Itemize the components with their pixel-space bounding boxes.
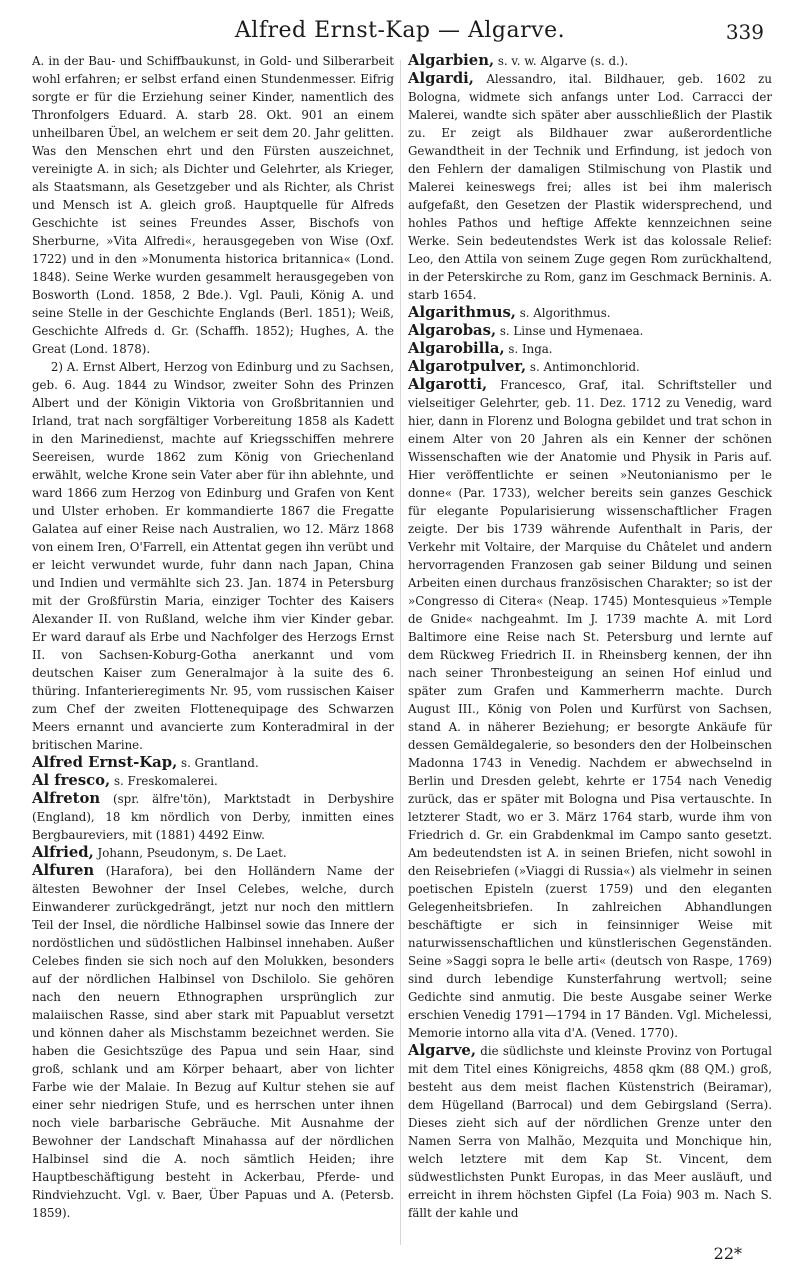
entry-text: s. Inga. xyxy=(504,342,553,356)
right-column xyxy=(408,52,772,1222)
dictionary-entry xyxy=(408,304,772,322)
entry-headword: Algarithmus, xyxy=(408,304,516,321)
dictionary-entry xyxy=(408,322,772,340)
entry-headword: Alfuren xyxy=(32,862,95,879)
dictionary-entry xyxy=(408,340,772,358)
dictionary-entry xyxy=(408,358,772,376)
entry-headword: Alfried, xyxy=(32,844,94,861)
entry-text: s. Antimonchlorid. xyxy=(526,360,640,374)
dictionary-entry xyxy=(32,52,394,358)
entry-text: 2) A. Ernst Albert, Herzog von Edinburg und zu Sachsen, geb. 6. Aug. 1844 zu Windsor, zweiter Sohn des Prinzen Albert und der Königin Viktoria von Großbritannien und Irland, trat nach sorgfältiger Vorbereitung 1858 als Kadett in den Marinedienst, machte auf Kriegsschiffen mehrere Seereisen, wurde 1862 zum König von Griechenland erwählt, welche Krone sein Vater aber für ihn ablehnte, und ward 1866 zum Herzog von Edinburg und Grafen von Kent und Ulster erhoben. Er kommandierte 1867 die Fregatte Galatea auf einer Reise nach Australien, wo 12. März 1868 von einem Iren, O'Farrell, ein Attentat gegen ihn verübt und er leicht verwundet wurde, fuhr dann nach Japan, China und Indien und vermählte sich 23. Jan. 1874 in Petersburg mit der Großfürstin Maria, einziger Tochter des Kaisers Alexander II. von Rußland, welche ihm vier Kinder gebar. Er ward darauf als Erbe und Nachfolger des Herzogs Ernst II. von Sachsen-Koburg-Gotha anerkannt und vom deutschen Kaiser zum Generalmajor à la suite des 6. thüring. Infanterieregiments Nr. 95, vom russischen Kaiser zum Chef der zweiten Flottenequipage des Schwarzen Meers ernannt und avancierte zum Konteradmiral in der britischen Marine. xyxy=(32,360,394,752)
entry-headword: Algardi, xyxy=(408,70,474,87)
entry-headword: Algarobas, xyxy=(408,322,497,339)
dictionary-entry xyxy=(32,790,394,844)
left-column xyxy=(32,52,394,1222)
dictionary-entry xyxy=(32,772,394,790)
entry-text: s. Linse und Hymenaea. xyxy=(496,324,644,338)
entry-text: A. in der Bau- und Schiffbaukunst, in Gold- und Silberarbeit wohl erfahren; er selbst erfand einen Stundenmesser. Eifrig sorgte er für die Erziehung seiner Kinder, namentlich des Thronfolgers Eduard. A. starb 28. Okt. 901 an einem unheilbaren Übel, an welchem er seit dem 20. Jahr gelitten. Was den Menschen ehrt und den Fürsten auszeichnet, vereinigte A. in sich; als Dichter und Gelehrter, als Krieger, als Staatsmann, als Gesetzgeber und als Richter, als Christ und Mensch ist A. gleich groß. Hauptquelle für Alfreds Geschichte ist seines Freundes Asser, Bischofs von Sherburne, »Vita Alfredi«, herausgegeben von Wise (Oxf. 1722) und in den »Monumenta historica britannica« (Lond. 1848). Seine Werke wurden gesammelt herausgegeben von Bosworth (Lond. 1858, 2 Bde.). Vgl. Pauli, König A. und seine Stelle in der Geschichte Englands (Berl. 1851); Weiß, Geschichte Alfreds d. Gr. (Schaffh. 1852); Hughes, A. the Great (Lond. 1878). xyxy=(32,54,394,356)
dictionary-entry xyxy=(408,70,772,304)
dictionary-entry xyxy=(408,1042,772,1222)
running-head: Alfred Ernst-Kap — Algarve. xyxy=(234,18,566,43)
entry-headword: Al fresco, xyxy=(32,772,111,789)
entry-text: (Harafora), bei den Holländern Name der ältesten Bewohner der Insel Celebes, welche, durch Einwanderer zurückgedrängt, jetzt nur noch den mittlern Teil der Insel, die nördliche Halbinsel sowie das Innere der nordöstlichen und südöstlichen Halbinsel innehaben. Außer Celebes finden sie sich noch auf den Molukken, besonders auf der nördlichen Halbinsel von Dschilolo. Sie gehören nach den neuern Ethnographen ursprünglich zur malaiischen Rasse, sind aber stark mit Papuablut versetzt und können daher als Mischstamm bezeichnet werden. Sie haben die Gesichtszüge des Papua und sein Haar, sind groß, schlank und am Körper behaart, aber von lichter Farbe wie der Malaie. In Bezug auf Kultur stehen sie auf einer sehr niedrigen Stufe, und es herrschen unter ihnen noch viele barbarische Gebräuche. Mit Ausnahme der Bewohner der Landschaft Minahassa auf der nördlichen Halbinsel sind die A. noch sämtlich Heiden; ihre Hauptbeschäftigung besteht in Ackerbau, Pferde- und Rindviehzucht. Vgl. v. Baer, Über Papuas und A. (Petersb. 1859). xyxy=(32,864,394,1220)
entry-headword: Alfreton xyxy=(32,790,101,807)
dictionary-entry xyxy=(408,376,772,1042)
page-header xyxy=(36,14,764,48)
entry-headword: Algarve, xyxy=(408,1042,476,1059)
entry-text: s. Freskomalerei. xyxy=(110,774,218,788)
entry-text: Johann, Pseudonym, s. De Laet. xyxy=(93,846,287,860)
dictionary-entry xyxy=(32,862,394,1222)
entry-headword: Algarbien, xyxy=(408,52,495,69)
dictionary-entry xyxy=(408,52,772,70)
dictionary-entry xyxy=(32,844,394,862)
entry-text: s. v. w. Algarve (s. d.). xyxy=(494,54,629,68)
entry-text: (spr. älfre'tön), Marktstadt in Derbyshire (England), 18 km nördlich von Derby, inmitten eines Bergbaureviers, mit (1881) 4492 Einw. xyxy=(32,792,394,842)
entry-text: Alessandro, ital. Bildhauer, geb. 1602 zu Bologna, widmete sich anfangs unter Lod. Carracci der Malerei, wandte sich später aber ausschließlich der Plastik zu. Er zeigt als Bildhauer zwar außerordentliche Gewandtheit in der Technik und Erfindung, ist jedoch von den Fehlern der damaligen Stilmischung von Plastik und Malerei keineswegs frei; alles ist bei ihm malerisch aufgefaßt, den Gesetzen der Plastik widersprechend, und hohles Pathos und heftige Affekte kennzeichnen seine Werke. Sein bedeutendstes Werk ist das kolossale Relief: Leo, den Attila von seinem Zuge gegen Rom zurückhaltend, in der Peterskirche zu Rom, ganz im Geschmack Berninis. A. starb 1654. xyxy=(408,72,772,302)
sheet-signature: 22* xyxy=(713,1244,742,1263)
entry-text: Francesco, Graf, ital. Schriftsteller und vielseitiger Gelehrter, geb. 11. Dez. 1712 zu Venedig, ward hier, dann in Florenz und Bologna gebildet und trat schon in einem Alter von 20 Jahren als ein Kenner der schönen Wissenschaften wie der Anatomie und Physik in Paris auf. Hier veröffentlichte er seinen »Neutonianismo per le donne« (Par. 1733), welcher bereits sein ganzes Geschick für elegante Popularisierung wissenschaftlicher Fragen zeigte. Der bis 1739 währende Aufenthalt in Paris, der Verkehr mit Voltaire, der Marquise du Châtelet und andern hervorragenden Franzosen gab seiner Bildung und seinen Arbeiten einen durchaus französischen Charakter; so ist der »Congresso di Citera« (Neap. 1745) Montesquieus »Temple de Gnide« nachgeahmt. Im J. 1739 machte A. mit Lord Baltimore eine Reise nach St. Petersburg und lernte auf dem Rückweg Friedrich II. in Rheinsberg kennen, der ihn nach seiner Thronbesteigung an seinen Hof einlud und später zum Grafen und Kammerherrn machte. Durch August III., König von Polen und Kurfürst von Sachsen, stand A. in näherer Beziehung; er besorgte Ankäufe für dessen Gemäldegalerie, so besonders den der Holbeinschen Madonna 1743 in Venedig. Nachdem er abwechselnd in Berlin und Dresden gelebt, kehrte er 1754 nach Venedig zurück, das er später mit Bologna und Pisa vertauschte. In letzterer Stadt, wo er 3. März 1764 starb, wurde ihm von Friedrich d. Gr. ein Grabdenkmal im Campo santo gesetzt. Am bedeutendsten ist A. in seinen Briefen, nicht sowohl in den Reisebriefen (»Viaggi di Russia«) als vielmehr in seinen poetischen Episteln (zuerst 1759) und den eleganten Gelegenheitsbriefen. In zahlreichen Abhandlungen beschäftigte er sich in feinsinniger Weise mit naturwissenschaftlichen und künstlerischen Gegenständen. Seine »Saggi sopra le belle arti« (deutsch von Raspe, 1769) sind durch lebendige Kunsterfahrung wertvoll; seine Gedichte sind anmutig. Die beste Ausgabe seiner Werke erschien Venedig 1791—1794 in 17 Bänden. Vgl. Michelessi, Memorie intorno alla vita d'A. (Vened. 1770). xyxy=(408,378,772,1040)
dictionary-entry xyxy=(32,358,394,754)
entry-headword: Algarobilla, xyxy=(408,340,505,357)
entry-text: s. Algorithmus. xyxy=(515,306,611,320)
entry-text: s. Grantland. xyxy=(177,756,259,770)
entry-headword: Alfred Ernst-Kap, xyxy=(32,754,178,771)
entry-headword: Algarotti, xyxy=(408,376,488,393)
column-divider xyxy=(400,60,401,1245)
entry-text: die südlichste und kleinste Provinz von Portugal mit dem Titel eines Königreichs, 4858 qkm (88 QM.) groß, besteht aus dem meist flachen Küstenstrich (Beiramar), dem Hügelland (Barrocal) und dem Gebirgsland (Serra). Dieses zieht sich auf der nördlichen Grenze unter den Namen Serra von Malhão, Mezquita und Monchique hin, welch letztere mit dem Kap St. Vincent, dem südwestlichsten Punkt Europas, in das Meer ausläuft, und erreicht in ihrem höchsten Gipfel (La Foia) 903 m. Nach S. fällt der kahle und xyxy=(408,1044,772,1220)
page-number: 339 xyxy=(725,20,764,44)
dictionary-entry xyxy=(32,754,394,772)
entry-headword: Algarotpulver, xyxy=(408,358,527,375)
